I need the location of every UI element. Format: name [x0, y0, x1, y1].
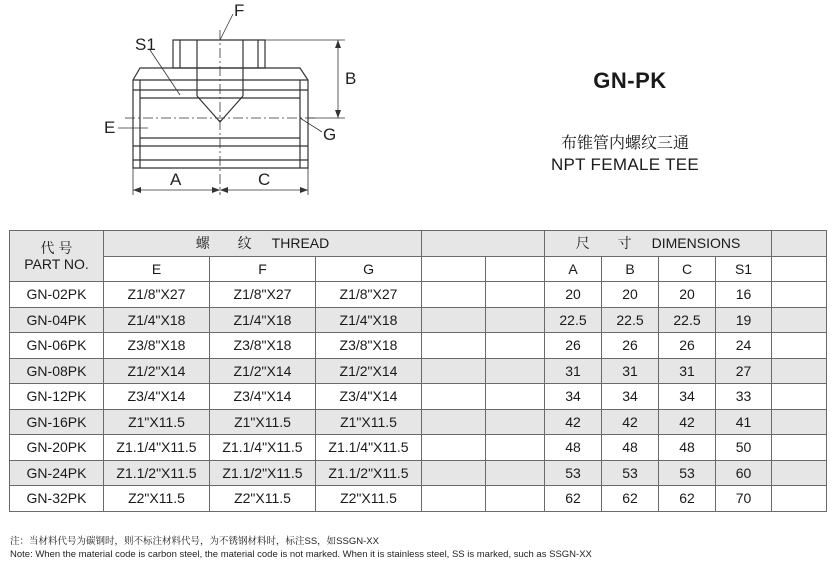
dim-a-cell: 22.5 [545, 307, 602, 333]
dim-c-cell: 31 [659, 358, 716, 384]
blank-cell [772, 282, 827, 308]
blank-cell [772, 486, 827, 512]
table-row [10, 384, 827, 410]
blank-cell [772, 307, 827, 333]
thread-g-cell: Z1.1/4"X11.5 [316, 435, 422, 461]
dim-s1-cell: 60 [716, 460, 772, 486]
blank-cell [486, 486, 545, 512]
blank-cell [486, 409, 545, 435]
thread-f-cell: Z1/4"X18 [210, 307, 316, 333]
thread-g-cell: Z1/4"X18 [316, 307, 422, 333]
note-en: Note: When the material code is carbon steel, the material code is not marked. When it is stainless steel, SS is marked, such as SSGN-XX [10, 549, 592, 560]
label-b: B [345, 69, 357, 88]
label-g: G [323, 125, 337, 144]
blank-cell [772, 384, 827, 410]
product-code-title: GN-PK [593, 68, 667, 93]
blank-cell [772, 409, 827, 435]
dim-a-cell: 42 [545, 409, 602, 435]
blank-cell [422, 486, 486, 512]
dim-s1-cell: 70 [716, 486, 772, 512]
part-no-cell: GN-04PK [10, 307, 104, 333]
dim-b-cell: 42 [602, 409, 659, 435]
dim-b-cell: 48 [602, 435, 659, 461]
dim-a-cell: 26 [545, 333, 602, 359]
table-row [10, 409, 827, 435]
dim-s1-cell: 41 [716, 409, 772, 435]
blank-cell [772, 358, 827, 384]
thread-g-cell: Z3/4"X14 [316, 384, 422, 410]
part-no-header: 代 号 PART NO. [10, 231, 104, 282]
thread-g-cell: Z1.1/2"X11.5 [316, 460, 422, 486]
blank-cell [486, 307, 545, 333]
dimensions-header: 尺 寸 DIMENSIONS [545, 231, 772, 257]
dim-s1-cell: 19 [716, 307, 772, 333]
dim-a-cell: 20 [545, 282, 602, 308]
blank-cell [486, 460, 545, 486]
dim-b-cell: 31 [602, 358, 659, 384]
dim-b-cell: 53 [602, 460, 659, 486]
dim-s1-cell: 24 [716, 333, 772, 359]
blank-header [772, 231, 827, 257]
dim-c-cell: 26 [659, 333, 716, 359]
dim-c-cell: 62 [659, 486, 716, 512]
dim-b-cell: 34 [602, 384, 659, 410]
note-cn: 注：当材料代号为碳钢时，则不标注材料代号，为不锈钢材料时，标注SS，如SSGN-XX [10, 536, 379, 547]
dim-b-cell: 26 [602, 333, 659, 359]
product-name-cn: 布锥管内螺纹三通 [560, 135, 689, 152]
dim-s1-cell: 27 [716, 358, 772, 384]
dim-c-cell: 53 [659, 460, 716, 486]
col-header-s1: S1 [716, 256, 772, 282]
blank-cell [486, 282, 545, 308]
table-row [10, 282, 827, 308]
thread-f-cell: Z3/8"X18 [210, 333, 316, 359]
thread-e-cell: Z1/2"X14 [104, 358, 210, 384]
table-row [10, 307, 827, 333]
table-row [10, 358, 827, 384]
thread-f-cell: Z1/8"X27 [210, 282, 316, 308]
thread-f-cell: Z1"X11.5 [210, 409, 316, 435]
blank-cell [422, 435, 486, 461]
thread-e-cell: Z1/8"X27 [104, 282, 210, 308]
thread-g-cell: Z1/8"X27 [316, 282, 422, 308]
blank-cell [422, 409, 486, 435]
thread-e-cell: Z3/4"X14 [104, 384, 210, 410]
dim-c-cell: 48 [659, 435, 716, 461]
col-header-e: E [104, 256, 210, 282]
blank-cell [772, 460, 827, 486]
thread-header: 螺 纹 THREAD [104, 231, 422, 257]
thread-e-cell: Z3/8"X18 [104, 333, 210, 359]
thread-e-cell: Z1"X11.5 [104, 409, 210, 435]
thread-e-cell: Z1.1/2"X11.5 [104, 460, 210, 486]
col-header-a: A [545, 256, 602, 282]
label-e: E [104, 118, 116, 137]
thread-g-cell: Z1/2"X14 [316, 358, 422, 384]
part-no-cell: GN-32PK [10, 486, 104, 512]
part-no-cell: GN-16PK [10, 409, 104, 435]
blank-cell [772, 333, 827, 359]
thread-f-cell: Z1.1/2"X11.5 [210, 460, 316, 486]
part-no-cell: GN-24PK [10, 460, 104, 486]
thread-e-cell: Z1.1/4"X11.5 [104, 435, 210, 461]
col-header-b: B [602, 256, 659, 282]
product-name-en: NPT FEMALE TEE [550, 155, 700, 174]
thread-g-cell: Z2"X11.5 [316, 486, 422, 512]
blank-cell [422, 460, 486, 486]
col-header-f: F [210, 256, 316, 282]
dim-c-cell: 42 [659, 409, 716, 435]
table-row [10, 333, 827, 359]
table-row [10, 486, 827, 512]
thread-f-cell: Z2"X11.5 [210, 486, 316, 512]
dim-c-cell: 34 [659, 384, 716, 410]
blank-cell [486, 333, 545, 359]
blank-cell [772, 435, 827, 461]
table-row [10, 435, 827, 461]
dim-a-cell: 31 [545, 358, 602, 384]
thread-f-cell: Z1.1/4"X11.5 [210, 435, 316, 461]
dim-a-cell: 62 [545, 486, 602, 512]
dim-b-cell: 20 [602, 282, 659, 308]
thread-f-cell: Z3/4"X14 [210, 384, 316, 410]
label-f: F [234, 1, 245, 20]
part-no-cell: GN-02PK [10, 282, 104, 308]
dim-a-cell: 48 [545, 435, 602, 461]
blank-cell [422, 282, 486, 308]
table-row [10, 460, 827, 486]
label-s1: S1 [135, 35, 156, 54]
part-no-cell: GN-06PK [10, 333, 104, 359]
dim-a-cell: 34 [545, 384, 602, 410]
thread-g-cell: Z3/8"X18 [316, 333, 422, 359]
blank-cell [422, 307, 486, 333]
blank-cell [486, 435, 545, 461]
dim-b-cell: 62 [602, 486, 659, 512]
col-header-g: G [316, 256, 422, 282]
dim-b-cell: 22.5 [602, 307, 659, 333]
blank-cell [422, 384, 486, 410]
blank-cell [486, 384, 545, 410]
part-no-cell: GN-12PK [10, 384, 104, 410]
blank-cell [486, 358, 545, 384]
dim-s1-cell: 50 [716, 435, 772, 461]
dim-c-cell: 20 [659, 282, 716, 308]
blank-cell [422, 333, 486, 359]
thread-e-cell: Z1/4"X18 [104, 307, 210, 333]
table-header-row-1 [10, 231, 827, 257]
thread-g-cell: Z1"X11.5 [316, 409, 422, 435]
dim-s1-cell: 16 [716, 282, 772, 308]
blank-cell [422, 358, 486, 384]
label-c: C [258, 170, 271, 189]
spec-table [9, 230, 827, 512]
thread-f-cell: Z1/2"X14 [210, 358, 316, 384]
part-no-cell: GN-20PK [10, 435, 104, 461]
thread-e-cell: Z2"X11.5 [104, 486, 210, 512]
label-a: A [170, 170, 182, 189]
dim-a-cell: 53 [545, 460, 602, 486]
dim-c-cell: 22.5 [659, 307, 716, 333]
dim-s1-cell: 33 [716, 384, 772, 410]
col-header-c: C [659, 256, 716, 282]
part-no-cell: GN-08PK [10, 358, 104, 384]
table-header-row-2 [10, 256, 827, 282]
blank-header [422, 231, 545, 257]
